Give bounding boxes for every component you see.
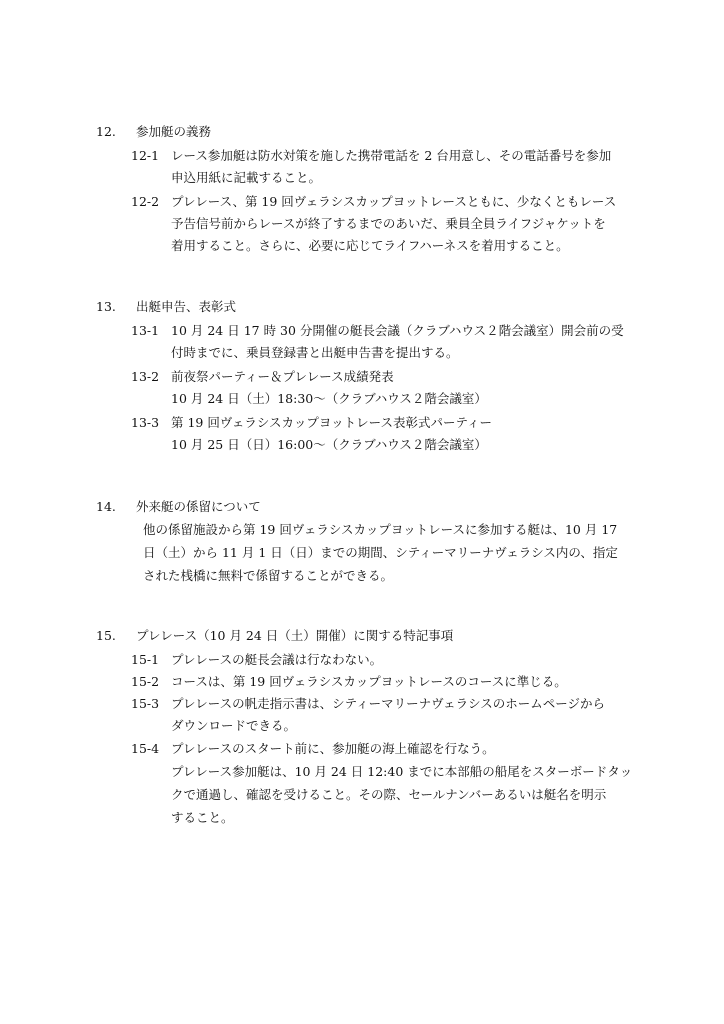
item-line: 予告信号前からレースが終了するまでのあいだ、乗員全員ライフジャケットを [171,216,606,231]
item-line: 付時までに、乗員登録書と出艇申告書を提出する。 [171,345,459,360]
section-title: 外来艇の係留について [136,499,261,514]
item-number: 15-2 [131,674,160,689]
item-line: 申込用紙に記載すること。 [171,170,322,185]
item-line: プレレース、第 19 回ヴェラシスカップヨットレースともに、少なくともレース [171,194,617,209]
item-line: プレレースの帆走指示書は、シティーマリーナヴェラシスのホームページから [171,696,605,711]
section-heading [96,630,453,643]
item-number: 13-2 [131,369,160,384]
paragraph-line: された桟橋に無料で係留することができる。 [143,568,394,583]
item-number: 15-4 [131,741,160,756]
item-line: 前夜祭パーティー＆プレレース成績発表 [171,369,394,384]
item-line: 着用すること。さらに、必要に応じてライフハーネスを着用すること。 [171,238,569,253]
item-number: 13-3 [131,415,160,430]
item-line: すること。 [171,810,234,825]
section-title: プレレース（10 月 24 日（土）開催）に関する特記事項 [136,628,454,643]
item-line: クで通過し、確認を受けること。その際、セールナンバーあるいは艇名を明示 [171,787,607,802]
paragraph-line: 他の係留施設から第 19 回ヴェラシスカップヨットレースに参加する艇は、10 月 17 [143,522,618,537]
section-number: 14. [96,499,116,514]
item-number: 15-3 [131,696,160,711]
item-number: 13-1 [131,323,160,338]
item-line: コースは、第 19 回ヴェラシスカップヨットレースのコースに準じる。 [171,674,567,689]
item-line: ダウンロードできる。 [171,718,297,733]
section-title: 参加艇の義務 [136,124,212,139]
item-line: 10 月 25 日（日）16:00～（クラブハウス２階会議室） [171,437,487,452]
section-heading [96,301,236,314]
section-heading [96,501,261,514]
section-number: 13. [96,299,116,314]
item-line: 第 19 回ヴェラシスカップヨットレース表彰式パーティー [171,415,492,430]
item-line: プレレース参加艇は、10 月 24 日 12:40 までに本部船の船尾をスターボードタッ [171,764,633,779]
paragraph-line: 日（土）から 11 月 1 日（日）までの期間、シティーマリーナヴェラシス内の、指定 [143,545,618,560]
section-number: 15. [96,628,116,643]
section-title: 出艇申告、表彰式 [136,299,237,314]
item-line: 10 月 24 日 17 時 30 分開催の艇長会議（クラブハウス２階会議室）開会前の受 [171,323,624,338]
item-line: 10 月 24 日（土）18:30～（クラブハウス２階会議室） [171,391,487,406]
item-number: 12-2 [131,194,160,209]
section-heading [96,126,211,139]
item-number: 12-1 [131,148,160,163]
item-number: 15-1 [131,652,160,667]
item-line: プレレースの艇長会議は行なわない。 [171,652,383,667]
item-line: プレレースのスタート前に、参加艇の海上確認を行なう。 [171,741,495,756]
section-number: 12. [96,124,116,139]
item-line: レース参加艇は防水対策を施した携帯電話を 2 台用意し、その電話番号を参加 [171,148,612,163]
